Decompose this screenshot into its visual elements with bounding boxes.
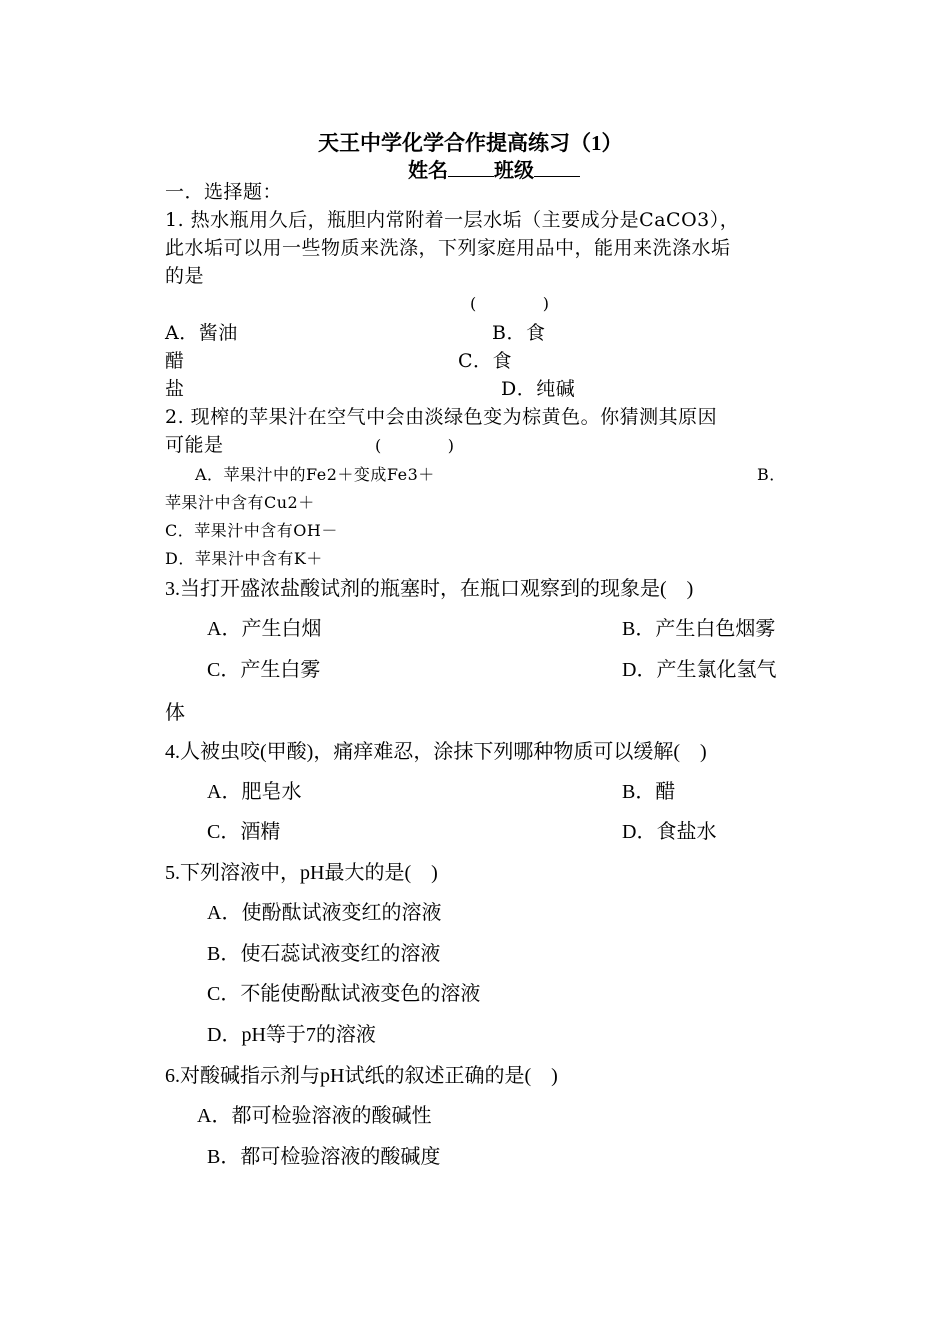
q1-option-b-wrap: 醋 xyxy=(165,350,185,372)
q2-option-b-wrap: 苹果汁中含有Cu2＋ xyxy=(165,493,315,512)
name-blank[interactable] xyxy=(448,158,494,177)
q2-option-c: C．苹果汁中含有OH－ xyxy=(165,521,338,540)
q4-stem: 4.人被虫咬(甲酸)，痛痒难忍，涂抹下列哪种物质可以缓解( ) xyxy=(165,741,707,763)
q1-option-b: B．食 xyxy=(492,322,546,344)
class-blank[interactable] xyxy=(534,158,580,177)
document-title: 天王中学化学合作提高练习（1） xyxy=(318,131,623,155)
q1-option-d: D．纯碱 xyxy=(501,378,576,400)
q3-stem: 3.当打开盛浓盐酸试剂的瓶塞时，在瓶口观察到的现象是( ) xyxy=(165,578,694,600)
q4-option-a: A．肥皂水 xyxy=(207,781,302,803)
q1-stem-line1: 1. 热水瓶用久后，瓶胆内常附着一层水垢（主要成分是CaCO3）， xyxy=(165,209,740,231)
q3-option-d-wrap: 体 xyxy=(165,702,185,724)
q5-stem: 5.下列溶液中，pH最大的是( ) xyxy=(165,862,438,884)
q3-option-d: D．产生氯化氢气 xyxy=(622,659,777,681)
name-label: 姓名 xyxy=(408,160,448,182)
q1-stem-line3: 的是 xyxy=(165,265,205,287)
section-heading: 一．选择题： xyxy=(165,181,283,203)
q1-stem-line2: 此水垢可以用一些物质来洗涤，下列家庭用品中，能用来洗涤水垢 xyxy=(165,237,731,259)
q2-stem-line1: 2. 现榨的苹果汁在空气中会由淡绿色变为棕黄色。你猜测其原因 xyxy=(165,406,718,428)
q6-option-a: A．都可检验溶液的酸碱性 xyxy=(197,1105,432,1127)
q3-option-a: A．产生白烟 xyxy=(207,618,322,640)
q5-option-d: D．pH等于7的溶液 xyxy=(207,1024,376,1046)
q1-option-a: A．酱油 xyxy=(165,322,238,344)
q3-option-c: C．产生白雾 xyxy=(207,659,321,681)
class-label: 班级 xyxy=(494,160,534,182)
q5-option-a: A．使酚酞试液变红的溶液 xyxy=(207,902,442,924)
q2-stem-line2: 可能是 xyxy=(165,434,224,456)
q2-answer-paren: ( ) xyxy=(375,436,455,455)
q2-option-d: D．苹果汁中含有K＋ xyxy=(165,549,323,568)
q5-option-c: C．不能使酚酞试液变色的溶液 xyxy=(207,983,481,1005)
q4-option-b: B．醋 xyxy=(622,781,676,803)
q3-option-b: B．产生白色烟雾 xyxy=(622,618,776,640)
q1-option-c-wrap: 盐 xyxy=(165,378,185,400)
q4-option-c: C．酒精 xyxy=(207,821,281,843)
q5-option-b: B．使石蕊试液变红的溶液 xyxy=(207,943,441,965)
q4-option-d: D．食盐水 xyxy=(622,821,717,843)
q1-answer-paren: ( ) xyxy=(470,294,550,313)
q2-option-b: B． xyxy=(757,465,786,484)
q6-option-b: B．都可检验溶液的酸碱度 xyxy=(207,1146,441,1168)
q1-option-c: C．食 xyxy=(458,350,513,372)
q2-option-a: A．苹果汁中的Fe2＋变成Fe3＋ xyxy=(195,465,435,484)
student-info-line xyxy=(408,158,580,181)
q6-stem: 6.对酸碱指示剂与pH试纸的叙述正确的是( ) xyxy=(165,1065,558,1087)
